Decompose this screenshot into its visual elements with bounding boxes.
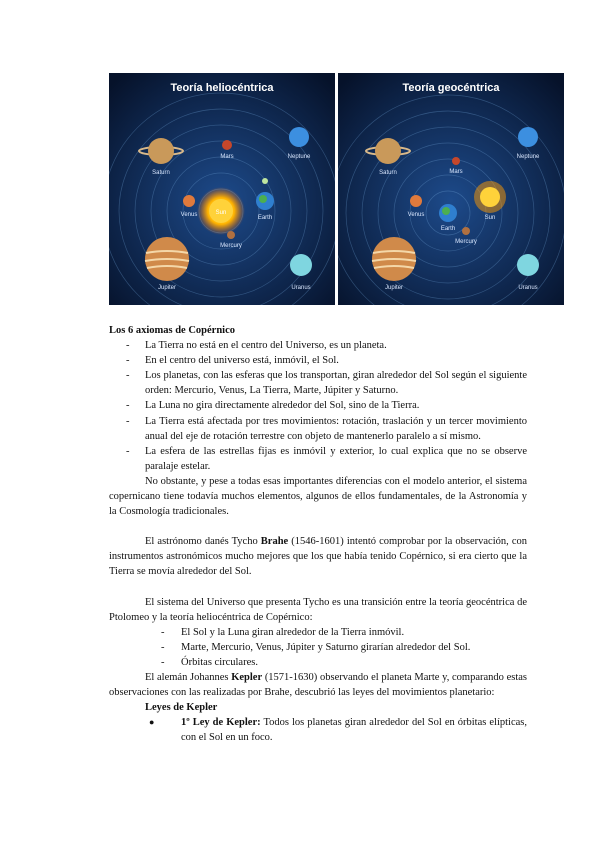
earth-land-icon (442, 207, 450, 215)
tycho-system-list (109, 625, 527, 670)
venus-icon (410, 195, 422, 207)
document-body (109, 323, 527, 745)
uranus-label: Uranus (291, 285, 311, 291)
mars-label: Mars (449, 169, 463, 175)
jupiter-label: Jupiter (384, 285, 404, 291)
moon-icon (262, 178, 268, 184)
kepler-paragraph (109, 670, 527, 700)
geocentric-diagram (338, 73, 564, 305)
mars-icon (452, 157, 460, 165)
sun-icon (480, 187, 500, 207)
kepler-laws-heading: Leyes de Kepler (145, 702, 218, 714)
list-item (109, 715, 527, 745)
heliocentric-diagram (109, 73, 335, 305)
brahe-text-pre: El astrónomo danés Tycho (145, 536, 261, 548)
copernicus-axioms-list (109, 338, 527, 474)
list-item: - La Tierra no está en el centro del Universo, es un planeta. (109, 338, 527, 353)
sun-label: Sun (215, 210, 227, 216)
copernicus-heading: Los 6 axiomas de Copérnico (109, 325, 235, 336)
mercury-label: Mercury (455, 239, 477, 245)
uranus-icon (290, 254, 312, 276)
mars-icon (222, 140, 232, 150)
list-item: - El Sol y la Luna giran alrededor de la Tierra inmóvil. (109, 625, 527, 640)
list-item: - La Luna no gira directamente alrededor del Sol, sino de la Tierra. (109, 398, 527, 413)
neptune-icon (289, 127, 309, 147)
mercury-label: Mercury (220, 243, 242, 249)
brahe-text-post: (1546-1601) intentó comprobar por la observación, con instrumentos astronómicos mucho mejores que los que había tenido Copérnico, si era cierto que la Tierra se movía alrededor del Sol. (109, 536, 527, 578)
jupiter-label: Jupiter (157, 285, 177, 291)
kepler-laws-list (109, 715, 527, 745)
saturn-icon (375, 138, 401, 164)
kepler-text-pre: El alemán Johannes (145, 671, 232, 683)
venus-label: Venus (407, 212, 425, 218)
kepler-name: Kepler (231, 671, 263, 683)
brahe-name: Brahe (260, 536, 289, 548)
tycho-intro-paragraph: El sistema del Universo que presenta Tycho es una transición entre la teoría geocéntrica de Ptolomeo y la teoría heliocéntrica de Copérnico: (109, 596, 527, 623)
saturn-label: Saturn (379, 170, 397, 176)
neptune-label: Neptune (516, 154, 540, 160)
neptune-icon (518, 127, 538, 147)
saturn-icon (148, 138, 174, 164)
list-item: - Marte, Mercurio, Venus, Júpiter y Saturno girarían alrededor del Sol. (109, 640, 527, 655)
kepler-law1-label: 1º Ley de Kepler: (181, 717, 261, 729)
list-item: - Órbitas circulares. (109, 655, 527, 670)
list-item: - Los planetas, con las esferas que los transportan, giran alrededor del Sol según el siguiente orden: Mercurio, Venus, La Tierra, Marte, Júpiter y Saturno. (109, 368, 527, 398)
earth-label: Earth (440, 226, 456, 232)
saturn-label: Saturn (152, 170, 170, 176)
kepler-law1-text: Todos los planetas giran alrededor del Sol en órbitas elípticas, con el Sol en un foco. (181, 717, 527, 744)
copernicus-closing-paragraph: No obstante, y pese a todas esas importantes diferencias con el modelo anterior, el sistema copernicano tiene todavía muchos elementos, algunos de ellos fundamentales, de la Astronomía y la Cosmología tradicionales. (109, 475, 527, 518)
sun-label: Sun (484, 215, 496, 221)
brahe-paragraph (109, 534, 527, 579)
list-item: - La Tierra está afectada por tres movimientos: rotación, traslación y un tercer movimiento anual del eje de rotación terrestre con objeto de mantenerlo paralelo a sí mismo. (109, 414, 527, 444)
list-item: - En el centro del universo está, inmóvil, el Sol. (109, 353, 527, 368)
list-item: - La esfera de las estrellas fijas es inmóvil y exterior, lo cual explica que no se observe paralaje estelar. (109, 444, 527, 474)
geocentric-figure (338, 73, 564, 305)
uranus-label: Uranus (518, 285, 538, 291)
helio-title: Teoría heliocéntrica (170, 82, 274, 94)
mercury-icon (462, 227, 470, 235)
venus-icon (183, 195, 195, 207)
mercury-icon (227, 231, 235, 239)
venus-label: Venus (180, 212, 198, 218)
heliocentric-figure (109, 73, 335, 305)
earth-land-icon (259, 195, 267, 203)
earth-label: Earth (257, 215, 273, 221)
geo-title: Teoría geocéntrica (402, 82, 500, 94)
mars-label: Mars (220, 154, 234, 160)
uranus-icon (517, 254, 539, 276)
kepler-text-post: (1571-1630) observando el planeta Marte y, comparando estas observaciones con las realizadas por Brahe, descubrió las leyes del movimientos planetario: (109, 671, 528, 699)
neptune-label: Neptune (287, 154, 311, 160)
